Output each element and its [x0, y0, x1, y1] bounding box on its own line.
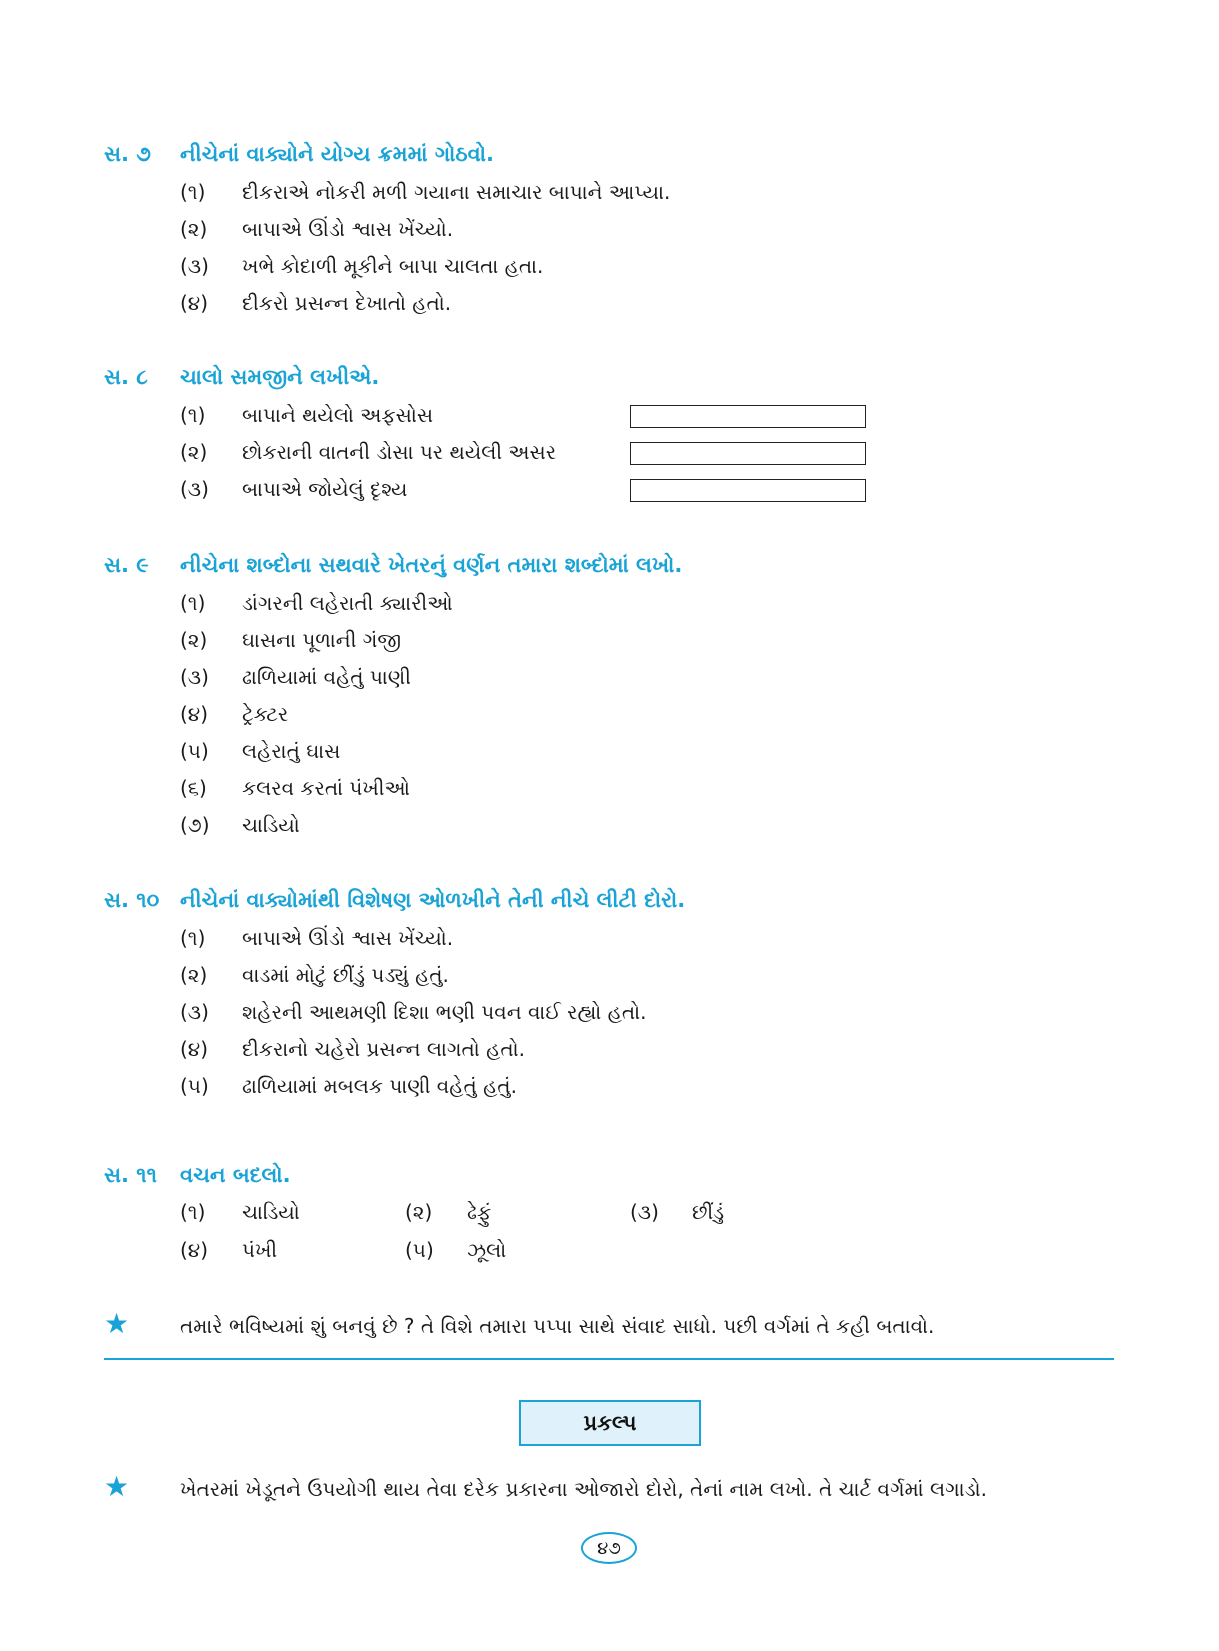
item-number: (૧)	[180, 1200, 206, 1224]
q9-item	[180, 813, 300, 837]
item-text: છોકરાની વાતની ડોસા પર થયેલી અસર	[242, 440, 557, 464]
q10-item	[180, 1074, 517, 1098]
q9-number: સ. ૯	[104, 553, 149, 577]
star-icon: ★	[104, 1470, 130, 1503]
item-number: (૨)	[405, 1200, 433, 1224]
item-text: ડાંગરની લહેરાતી ક્યારીઓ	[242, 591, 453, 615]
item-number: (૪)	[180, 291, 209, 315]
item-text: ઘાસના પૂળાની ગંજી	[242, 628, 402, 652]
q8-item	[180, 477, 407, 501]
item-text: ઢાળિયામાં વહેતું પાણી	[242, 665, 411, 689]
item-number: (૩)	[630, 1200, 659, 1224]
item-number: (૨)	[180, 217, 208, 241]
q11-item	[405, 1238, 506, 1262]
item-text: ચાડિયો	[242, 813, 300, 837]
q10-title: નીચેનાં વાક્યોમાંથી વિશેષણ ઓળખીને તેની નીચે લીટી દોરો.	[180, 888, 686, 912]
item-number: (૫)	[180, 739, 209, 763]
q11-item	[180, 1200, 300, 1224]
item-number: (૨)	[180, 440, 208, 464]
q9-item	[180, 665, 411, 689]
q11-item	[405, 1200, 491, 1224]
item-text: બાપાએ જોયેલું દૃશ્ય	[242, 477, 408, 501]
q7-number: સ. ૭	[104, 142, 151, 166]
item-text: દીકરાનો ચહેરો પ્રસન્ન લાગતો હતો.	[242, 1037, 525, 1061]
item-text: બાપાએ ઊંડો શ્વાસ ખેંચ્યો.	[242, 217, 454, 241]
q9-item	[180, 776, 410, 800]
item-number: (૧)	[180, 591, 206, 615]
project-title-box	[519, 1400, 701, 1446]
q10-item	[180, 963, 449, 987]
item-number: (૧)	[180, 926, 206, 950]
q7-item	[180, 180, 670, 204]
item-text: ઢેફું	[467, 1200, 492, 1224]
q8-item	[180, 440, 556, 464]
item-number: (૩)	[180, 254, 209, 278]
star-icon: ★	[104, 1307, 130, 1340]
item-text: ખભે કોદાળી મૂકીને બાપા ચાલતા હતા.	[242, 254, 544, 278]
item-text: છીંડું	[692, 1200, 725, 1224]
item-number: (૫)	[180, 1074, 209, 1098]
q11-number: સ. ૧૧	[104, 1163, 157, 1187]
q9-item	[180, 628, 401, 652]
q8-title: ચાલો સમજીને લખીએ.	[180, 365, 380, 389]
item-number: (૪)	[180, 1238, 209, 1262]
page-number-text: ૪૭	[597, 1537, 621, 1559]
q10-item	[180, 1037, 525, 1061]
item-text: પંખી	[242, 1238, 278, 1262]
item-number: (૩)	[180, 477, 209, 501]
item-number: (૩)	[180, 1000, 209, 1024]
item-text: વાડમાં મોટું છીંડું પડ્યું હતું.	[242, 963, 449, 987]
answer-box-3[interactable]	[630, 479, 866, 502]
item-number: (૪)	[180, 702, 209, 726]
item-text: લહેરાતું ઘાસ	[242, 739, 341, 763]
q7-item	[180, 217, 453, 241]
item-text: દીકરાએ નોકરી મળી ગયાના સમાચાર બાપાને આપ્યા.	[242, 180, 671, 204]
item-number: (૧)	[180, 403, 206, 427]
q8-number: સ. ૮	[104, 365, 148, 389]
q9-item	[180, 702, 288, 726]
q7-heading	[104, 142, 494, 167]
item-text: કલરવ કરતાં પંખીઓ	[242, 776, 410, 800]
q10-number: સ. ૧૦	[104, 888, 160, 912]
q9-title: નીચેના શબ્દોના સથવારે ખેતરનું વર્ણન તમારા શબ્દોમાં લખો.	[180, 553, 683, 577]
q11-item	[630, 1200, 724, 1224]
item-number: (૪)	[180, 1037, 209, 1061]
item-text: ઝૂલો	[467, 1238, 507, 1262]
item-text: ટ્રેક્ટર	[242, 702, 289, 726]
q7-item	[180, 254, 543, 278]
item-number: (૧)	[180, 180, 206, 204]
q10-item	[180, 1000, 646, 1024]
activity-text: તમારે ભવિષ્યમાં શું બનવું છે ? તે વિશે તમારા પપ્પા સાથે સંવાદ સાધો. પછી વર્ગમાં તે કહી બતાવો.	[180, 1314, 935, 1338]
q7-item	[180, 291, 451, 315]
q7-title: નીચેનાં વાક્યોને યોગ્ય ક્રમમાં ગોઠવો.	[180, 142, 494, 166]
q8-item	[180, 403, 433, 427]
q9-item	[180, 591, 453, 615]
section-divider	[104, 1358, 1114, 1360]
answer-box-1[interactable]	[630, 405, 866, 428]
item-number: (૩)	[180, 665, 209, 689]
q9-item	[180, 739, 340, 763]
activity-text: ખેતરમાં ખેડૂતને ઉપયોગી થાય તેવા દરેક પ્રકારના ઓજારો દોરો, તેનાં નામ લખો. તે ચાર્ટ વર્ગમાં લગાડો.	[180, 1477, 987, 1501]
q10-heading	[104, 888, 685, 913]
q11-item	[180, 1238, 277, 1262]
q10-item	[180, 926, 453, 950]
q11-title: વચન બદલો.	[180, 1163, 291, 1187]
item-text: બાપાને થયેલો અફસોસ	[242, 403, 434, 427]
answer-box-2[interactable]	[630, 442, 866, 465]
item-number: (૨)	[180, 628, 208, 652]
q11-heading	[104, 1163, 291, 1188]
item-number: (૬)	[180, 776, 207, 800]
item-text: ચાડિયો	[242, 1200, 300, 1224]
item-text: ઢાળિયામાં મબલક પાણી વહેતું હતું.	[242, 1074, 517, 1098]
q9-heading	[104, 553, 682, 578]
q8-heading	[104, 365, 379, 390]
page-number	[581, 1532, 637, 1564]
item-text: શહેરની આથમણી દિશા ભણી પવન વાઈ રહ્યો હતો.	[242, 1000, 647, 1024]
item-number: (૭)	[180, 813, 210, 837]
item-text: દીકરો પ્રસન્ન દેખાતો હતો.	[242, 291, 452, 315]
item-number: (૨)	[180, 963, 208, 987]
item-number: (૫)	[405, 1238, 434, 1262]
item-text: બાપાએ ઊંડો શ્વાસ ખેંચ્યો.	[242, 926, 454, 950]
project-title: પ્રકલ્પ	[583, 1410, 637, 1435]
